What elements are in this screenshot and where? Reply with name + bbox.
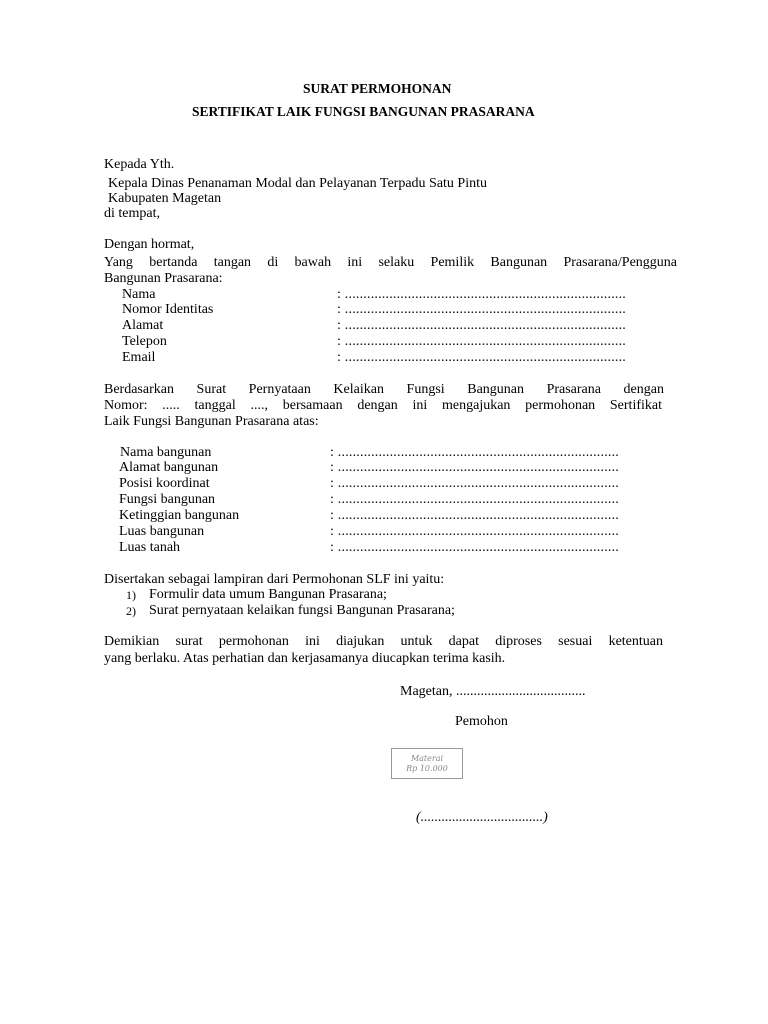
field-value: : ............................................................................ bbox=[330, 445, 619, 460]
field-value: : ............................................................................ bbox=[330, 540, 619, 555]
recipient-line-3: di tempat, bbox=[104, 206, 160, 221]
attachment-number: 2) bbox=[126, 604, 136, 618]
field-value: : ............................................................................ bbox=[330, 524, 619, 539]
field-value: : ............................................................................ bbox=[337, 302, 626, 317]
title-line-2: SERTIFIKAT LAIK FUNGSI BANGUNAN PRASARANA bbox=[192, 104, 535, 119]
field-label: Fungsi bangunan bbox=[119, 492, 216, 507]
field-label: Alamat bbox=[122, 318, 164, 333]
recipient-line-1: Kepala Dinas Penanaman Modal dan Pelayanan Terpadu Satu Pintu bbox=[108, 176, 487, 191]
recipient-line-2: Kabupaten Magetan bbox=[108, 191, 222, 206]
stamp-label: Materai bbox=[410, 754, 444, 763]
field-label: Nama bbox=[122, 287, 156, 302]
title-line-1: SURAT PERMOHONAN bbox=[303, 81, 452, 96]
field-label: Telepon bbox=[122, 334, 167, 349]
basis-line-3: Laik Fungsi Bangunan Prasarana atas: bbox=[104, 414, 319, 429]
attachment-item: Formulir data umum Bangunan Prasarana; bbox=[149, 587, 387, 602]
signer-role: Pemohon bbox=[455, 714, 508, 729]
field-value: : ............................................................................ bbox=[330, 492, 619, 507]
field-label: Nomor Identitas bbox=[122, 302, 214, 317]
field-label: Posisi koordinat bbox=[119, 476, 210, 491]
field-value: : ............................................................................ bbox=[337, 350, 626, 365]
field-value: : ............................................................................ bbox=[330, 460, 619, 475]
field-value: : ............................................................................ bbox=[330, 508, 619, 523]
field-value: : ............................................................................ bbox=[330, 476, 619, 491]
field-label: Alamat bangunan bbox=[119, 460, 219, 475]
stamp-value: Rp 10.000 bbox=[406, 764, 448, 773]
attachment-number: 1) bbox=[126, 588, 136, 602]
closing-line-1: Demikian surat permohonan ini diajukan untuk dapat diproses sesuai ketentuan bbox=[104, 634, 663, 649]
field-label: Luas bangunan bbox=[119, 524, 205, 539]
attachment-item: Surat pernyataan kelaikan fungsi Bangunan Prasarana; bbox=[149, 603, 455, 618]
intro-line-2: Bangunan Prasarana: bbox=[104, 271, 223, 286]
field-label: Email bbox=[122, 350, 156, 365]
materai-stamp bbox=[391, 748, 463, 779]
field-label: Nama bangunan bbox=[120, 445, 212, 460]
field-value: : ............................................................................ bbox=[337, 318, 626, 333]
signer-name-placeholder: (...................................) bbox=[416, 810, 548, 825]
place-date: Magetan, ..................................... bbox=[400, 684, 586, 699]
basis-line-1: Berdasarkan Surat Pernyataan Kelaikan Fungsi Bangunan Prasarana dengan bbox=[104, 382, 664, 397]
basis-line-2: Nomor: ..... tanggal ...., bersamaan dengan ini mengajukan permohonan Sertifikat bbox=[104, 398, 662, 413]
field-value: : ............................................................................ bbox=[337, 334, 626, 349]
closing-line-2: yang berlaku. Atas perhatian dan kerjasamanya diucapkan terima kasih. bbox=[104, 651, 506, 666]
recipient-salutation: Kepada Yth. bbox=[104, 157, 175, 172]
attachments-intro: Disertakan sebagai lampiran dari Permohonan SLF ini yaitu: bbox=[104, 572, 445, 587]
intro-line-1: Yang bertanda tangan di bawah ini selaku Pemilik Bangunan Prasarana/Pengguna bbox=[104, 255, 677, 270]
field-value: : ............................................................................ bbox=[337, 287, 626, 302]
field-label: Luas tanah bbox=[119, 540, 181, 555]
field-label: Ketinggian bangunan bbox=[119, 508, 240, 523]
greeting: Dengan hormat, bbox=[104, 237, 195, 252]
